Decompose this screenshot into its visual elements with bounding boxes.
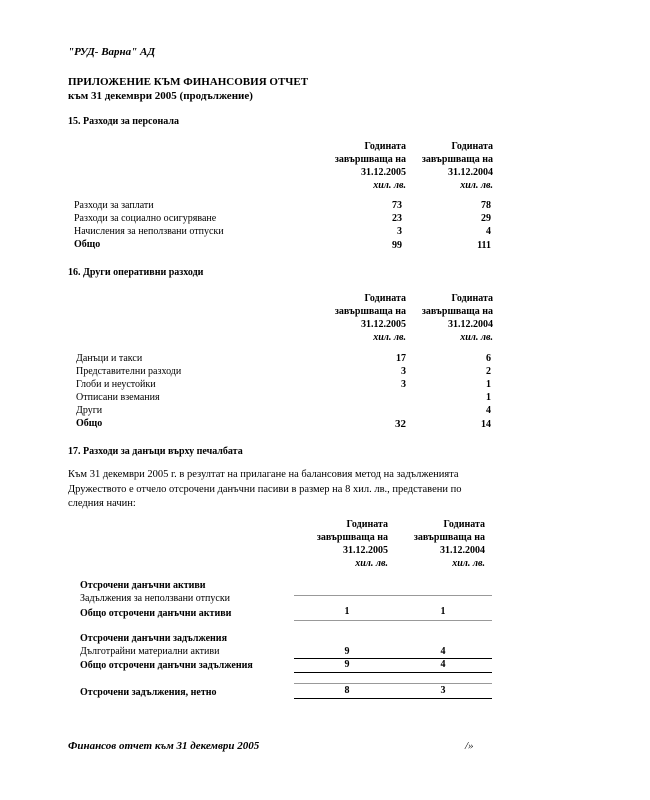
company-name: "РУД- Варна" АД (68, 46, 155, 58)
table-cell: 1 (486, 379, 491, 390)
table-cell: 4 (440, 659, 446, 670)
table-row-label: Дълготрайни материални активи (80, 646, 220, 657)
paragraph-line: следния начин: (68, 498, 136, 509)
table-cell: 8 (344, 685, 350, 696)
divider (294, 672, 492, 673)
table-cell: 1 (344, 606, 350, 617)
table-row-label: Отсрочени задължения, нетно (80, 687, 217, 698)
table-cell: 9 (344, 659, 350, 670)
report-title: ПРИЛОЖЕНИЕ КЪМ ФИНАНСОВИЯ ОТЧЕТ (68, 76, 309, 88)
section-17-title: 17. Разходи за данъци върху печалбата (68, 446, 243, 457)
col-header-2004: Годината завършваща на 31.12.2004 хил. лв. (413, 519, 485, 569)
divider (294, 620, 492, 621)
table-row-label: Представителни разходи (76, 366, 182, 377)
divider (294, 683, 492, 684)
page-number: /» (465, 740, 474, 752)
col-header-2004: Годината завършваща на 31.12.2004 хил. лв. (421, 293, 493, 343)
table-cell: 23 (392, 213, 402, 224)
table-cell: 2 (486, 366, 491, 377)
table-cell: 17 (396, 353, 406, 364)
table-row-label: Разходи за социално осигуряване (74, 213, 217, 224)
table-row-label: Разходи за заплати (74, 200, 154, 211)
col-header-2005: Годината завършваща на 31.12.2005 хил. лв. (334, 141, 406, 191)
table-cell: 3 (397, 226, 402, 237)
table-row-label: Други (76, 405, 103, 416)
section-16-title: 16. Други оперативни разходи (68, 267, 204, 278)
table-cell: 3 (401, 379, 406, 390)
table-cell: 1 (440, 606, 446, 617)
table-cell: 73 (392, 200, 402, 211)
table-row-label: Общо (76, 418, 103, 429)
table-row-label: Глоби и неустойки (76, 379, 156, 390)
table-cell: 6 (486, 353, 491, 364)
table-cell: 29 (481, 213, 491, 224)
table-cell: 4 (486, 405, 491, 416)
table-cell: 32 (395, 418, 406, 430)
table-row-label: Общо отсрочени данъчни активи (80, 608, 232, 619)
deferred-assets-heading: Отсрочени данъчни активи (80, 580, 206, 591)
col-header-2005: Годината завършваща на 31.12.2005 хил. лв. (334, 293, 406, 343)
table-cell: 14 (481, 419, 491, 430)
section-15-title: 15. Разходи за персонала (68, 116, 179, 127)
table-cell: 111 (477, 240, 491, 251)
divider (294, 698, 492, 699)
table-cell: 1 (486, 392, 491, 403)
footer-text: Финансов отчет към 31 декември 2005 (68, 740, 260, 752)
table-row-label: Задължения за неползвани отпуски (80, 593, 231, 604)
table-row-label: Общо отсрочени данъчни задължения (80, 660, 253, 671)
table-cell: 4 (486, 226, 491, 237)
paragraph-line: Дружеството е отчело отсрочени данъчни пасиви в размер на 8 хил. лв., представени по (68, 484, 462, 495)
paragraph-line: Към 31 декември 2005 г. в резултат на прилагане на балансовия метод на задълженията (68, 469, 459, 480)
table-cell: 99 (392, 240, 402, 251)
report-subtitle: към 31 декември 2005 (продължение) (68, 90, 253, 102)
table-row-label: Отписани вземания (76, 392, 160, 403)
table-cell: 4 (440, 646, 446, 657)
table-cell: 9 (344, 646, 350, 657)
table-cell: 78 (481, 200, 491, 211)
table-row-label: Начисления за неползвани отпуски (74, 226, 224, 237)
col-header-2004: Годината завършваща на 31.12.2004 хил. лв. (421, 141, 493, 191)
divider (294, 595, 492, 596)
table-row-label: Данъци и такси (76, 353, 143, 364)
table-row-label: Общо (74, 239, 101, 250)
table-cell: 3 (440, 685, 446, 696)
table-cell: 3 (401, 366, 406, 377)
col-header-2005: Годината завършваща на 31.12.2005 хил. лв. (316, 519, 388, 569)
deferred-liabilities-heading: Отсрочени данъчни задължения (80, 633, 227, 644)
